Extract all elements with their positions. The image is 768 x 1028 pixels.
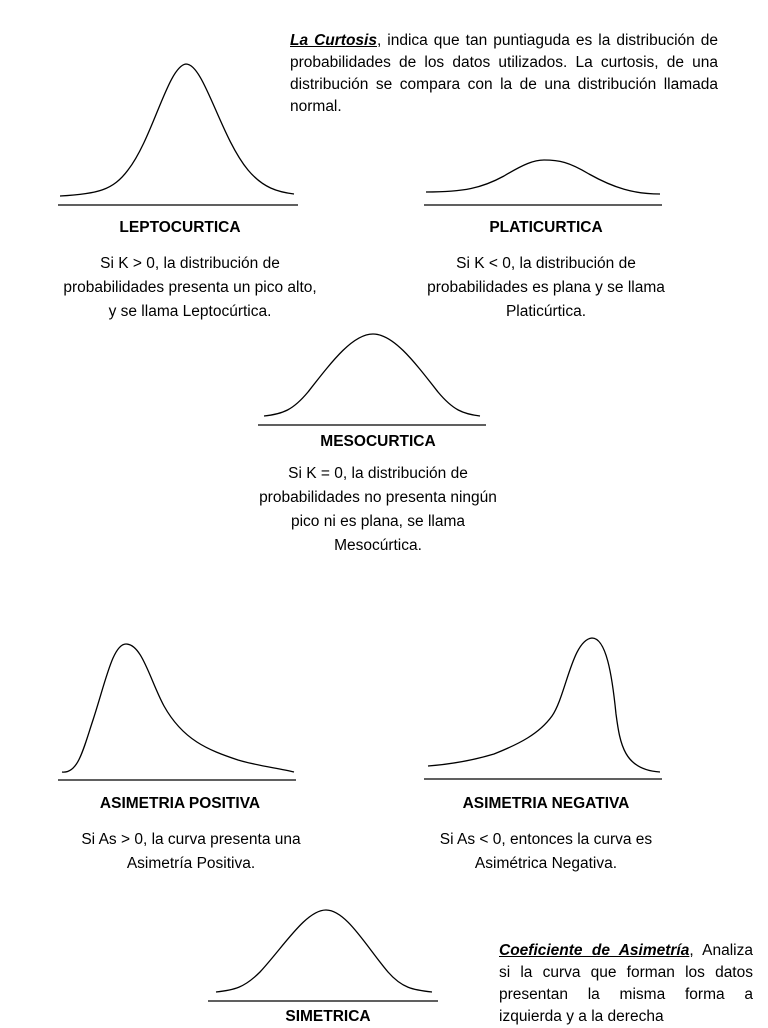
asimetria-positiva-curve [58, 640, 298, 785]
simetrica-curve [208, 906, 440, 1006]
platicurtica-curve [424, 150, 664, 210]
leptocurtica-curve-line [60, 64, 294, 196]
asimetria-positiva-title: ASIMETRIA POSITIVA [99, 795, 261, 812]
asimetria-term: Coeficiente de Asimetría [499, 942, 690, 959]
mesocurtica-title: MESOCURTICA [320, 433, 436, 450]
asimetria-negativa-description: Si As < 0, entonces la curva es Asimétrica Negativa. [439, 831, 653, 872]
curtosis-paragraph [290, 30, 718, 118]
asimetria-text: , Analiza si la curva que forman los datos presentan la misma forma a izquierda y a la derecha [499, 942, 753, 1025]
curtosis-text: , indica que tan puntiaguda es la distribución de probabilidades de los datos utilizados. La curtosis, de una distribución se compara con la de una distribución llamada normal. [290, 32, 719, 115]
asimetria-positiva-curve-line [62, 644, 294, 772]
asimetria-positiva-description: Si As > 0, la curva presenta una Asimetría Positiva. [81, 831, 301, 872]
asimetria-negativa-curve-line [428, 638, 660, 772]
asimetria-paragraph [499, 940, 753, 1028]
platicurtica-description: Si K < 0, la distribución de probabilidades es plana y se llama Platicúrtica. [427, 255, 665, 320]
mesocurtica-curve-line [264, 334, 480, 416]
leptocurtica-description: Si K > 0, la distribución de probabilidades presenta un pico alto, y se llama Leptocúrtica. [63, 255, 317, 320]
mesocurtica-curve [258, 330, 488, 430]
simetrica-curve-line [216, 910, 432, 992]
leptocurtica-curve [58, 60, 298, 210]
leptocurtica-title: LEPTOCURTICA [119, 219, 241, 236]
curtosis-term: La Curtosis [290, 32, 377, 49]
asimetria-negativa-curve [424, 634, 664, 784]
platicurtica-curve-line [426, 160, 660, 194]
simetrica-title: SIMETRICA [285, 1008, 371, 1025]
platicurtica-title: PLATICURTICA [489, 219, 603, 236]
mesocurtica-description: Si K = 0, la distribución de probabilidades no presenta ningún pico ni es plana, se llama Mesocúrtica. [259, 465, 497, 554]
asimetria-negativa-title: ASIMETRIA NEGATIVA [462, 795, 630, 812]
